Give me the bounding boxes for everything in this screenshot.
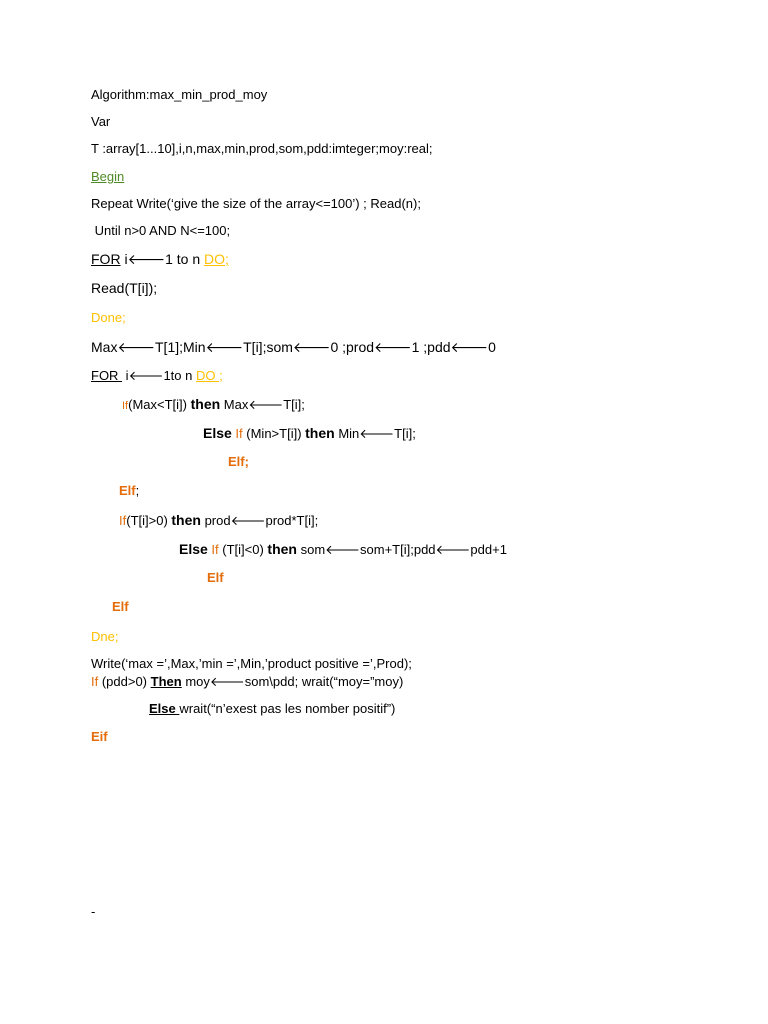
else-wrait-line: Else wrait(“n’exest pas les nomber positif”)	[149, 701, 396, 716]
algorithm-title: Algorithm:max_min_prod_moy	[91, 87, 268, 102]
assign-arrow-icon: 🡐	[205, 339, 244, 355]
assign-arrow-icon: 🡐	[374, 339, 412, 355]
assign-arrow-icon: 🡐	[450, 339, 489, 355]
elf-keyword: Elf;	[228, 454, 249, 469]
assign-arrow-icon: 🡐	[127, 251, 166, 267]
for-loop-1: FOR i🡐1 to n DO;	[91, 251, 229, 267]
eif-keyword: Eif	[91, 729, 108, 744]
if-pdd-line: If (pdd>0) Then moy🡐som\pdd; wrait(“moy=”moy)	[91, 674, 404, 689]
elf-keyword: Elf	[207, 570, 224, 585]
for-loop-2: FOR i🡐1to n DO ;	[91, 368, 223, 383]
assign-arrow-icon: 🡐	[325, 542, 361, 557]
var-keyword: Var	[91, 114, 111, 129]
elf-line: Elf;	[119, 483, 140, 498]
read-statement: Read(T[i]);	[91, 280, 158, 296]
variable-declarations: T :array[1...10],i,n,max,min,prod,som,pdd:imteger;moy:real;	[91, 141, 433, 156]
trailing-dash: -	[91, 904, 96, 919]
repeat-line: Repeat Write(‘give the size of the array<=100’) ; Read(n);	[91, 196, 421, 211]
if-max-line: If(Max<T[i]) then Max🡐T[i];	[122, 396, 305, 412]
assign-arrow-icon: 🡐	[248, 397, 284, 412]
done-keyword: Dne;	[91, 629, 119, 644]
if-prod-line: If(T[i]>0) then prod🡐prod*T[i];	[119, 512, 319, 528]
until-line: Until n>0 AND N<=100;	[91, 223, 231, 238]
assign-arrow-icon: 🡐	[359, 426, 395, 441]
write-statement: Write(‘max =’,Max,’min =’,Min,’product positive =’,Prod);	[91, 656, 412, 671]
elf-keyword: Elf	[112, 599, 129, 614]
else-if-som-line: Else If (T[i]<0) then som🡐som+T[i];pdd🡐pdd+1	[179, 541, 507, 557]
assign-arrow-icon: 🡐	[435, 542, 471, 557]
for-keyword: FOR	[91, 368, 123, 383]
done-keyword: Done;	[91, 310, 126, 325]
do-keyword: DO ;	[195, 368, 223, 383]
else-if-min-line: Else If (Min>T[i]) then Min🡐T[i];	[203, 425, 416, 441]
assign-arrow-icon: 🡐	[128, 368, 164, 383]
assign-arrow-icon: 🡐	[117, 339, 155, 355]
do-keyword: DO;	[204, 251, 229, 267]
begin-keyword: Begin	[91, 169, 125, 184]
assign-arrow-icon: 🡐	[209, 674, 245, 689]
for-keyword: FOR	[91, 251, 121, 267]
assign-arrow-icon: 🡐	[230, 513, 266, 528]
assign-arrow-icon: 🡐	[292, 339, 331, 355]
init-statement: Max🡐T[1];Min🡐T[i];som🡐0 ;prod🡐1 ;pdd🡐0	[91, 339, 496, 355]
